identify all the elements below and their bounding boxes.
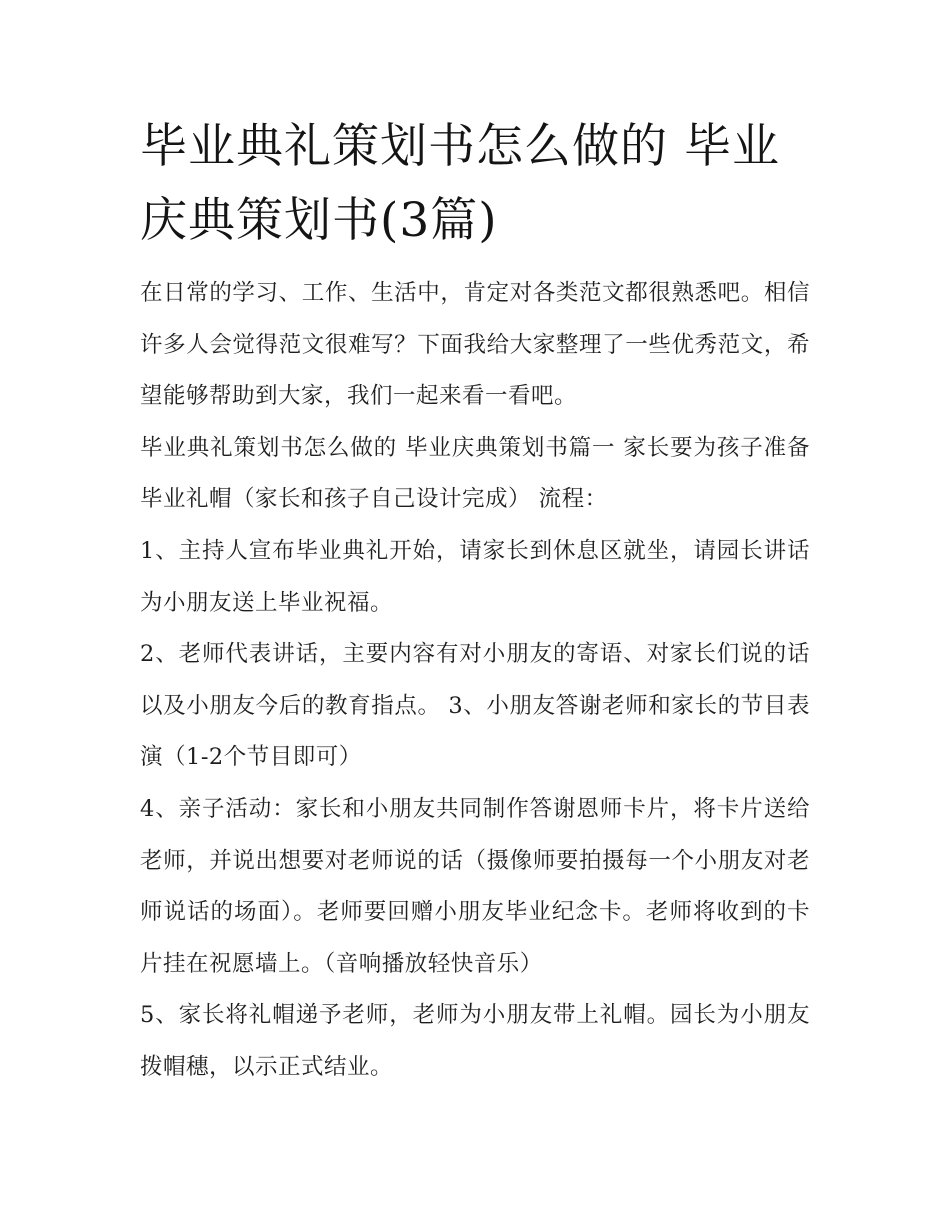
step-1-paragraph: 1、主持人宣布毕业典礼开始，请家长到休息区就坐，请园长讲话为小朋友送上毕业祝福。 [140, 537, 810, 616]
step-4-paragraph: 4、亲子活动：家长和小朋友共同制作答谢恩师卡片，将卡片送给老师，并说出想要对老师说的话（摄像师要拍摄每一个小朋友对老师说话的场面）。老师要回赠小朋友毕业纪念卡。老师将收到的卡片挂在祝愿墙上。（音响播放轻快音乐） [140, 795, 810, 977]
step-2-3-paragraph: 2、老师代表讲话，主要内容有对小朋友的寄语、对家长们说的话以及小朋友今后的教育指点。 3、小朋友答谢老师和家长的节目表演（1-2个节目即可） [140, 641, 810, 771]
section-heading-paragraph: 毕业典礼策划书怎么做的 毕业庆典策划书篇一 家长要为孩子准备毕业礼帽（家长和孩子自己设计完成） 流程： [140, 434, 810, 513]
document-page [140, 110, 810, 1094]
intro-paragraph: 在日常的学习、工作、生活中，肯定对各类范文都很熟悉吧。相信许多人会觉得范文很难写？下面我给大家整理了一些优秀范文，希望能够帮助到大家，我们一起来看一看吧。 [140, 280, 810, 410]
document-body [140, 268, 810, 1094]
step-5-paragraph: 5、家长将礼帽递予老师，老师为小朋友带上礼帽。园长为小朋友拨帽穗，以示正式结业。 [140, 1002, 810, 1080]
document-title: 毕业典礼策划书怎么做的 毕业庆典策划书(3篇) [140, 119, 780, 248]
